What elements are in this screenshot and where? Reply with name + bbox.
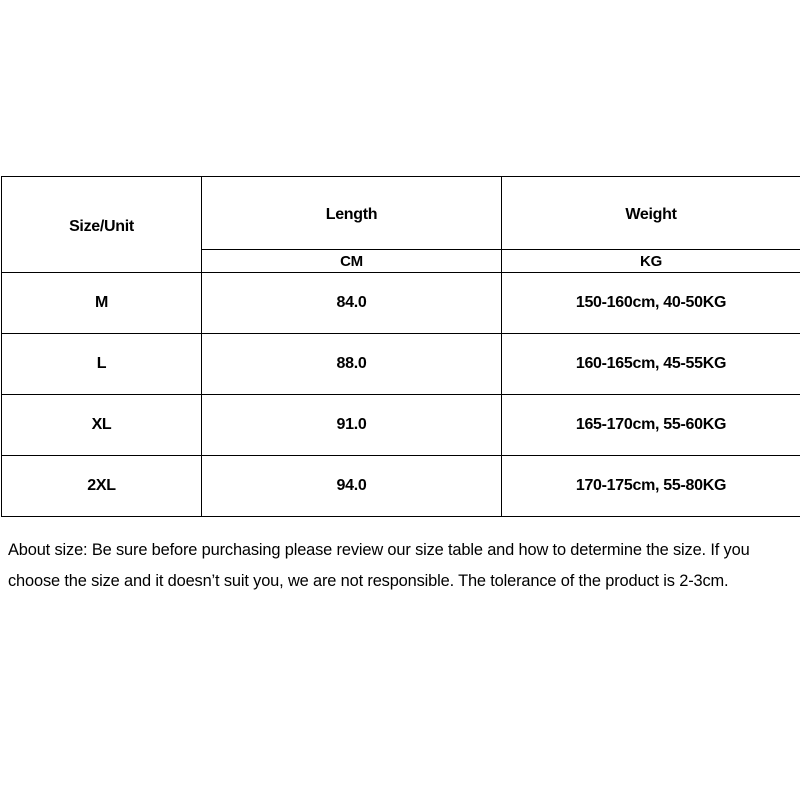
cell-size: 2XL — [2, 456, 202, 517]
cell-length: 94.0 — [202, 456, 502, 517]
cell-weight: 165-170cm, 55-60KG — [502, 395, 800, 456]
cell-length: 84.0 — [202, 273, 502, 334]
cell-length: 88.0 — [202, 334, 502, 395]
header-size-unit — [2, 177, 202, 273]
cell-weight: 160-165cm, 45-55KG — [502, 334, 800, 395]
cell-size: L — [2, 334, 202, 395]
header-row — [2, 177, 800, 250]
cell-length: 91.0 — [202, 395, 502, 456]
header-length: Length — [202, 177, 502, 250]
table-row — [2, 395, 800, 456]
size-chart-table — [1, 176, 800, 517]
table-row — [2, 456, 800, 517]
cell-weight: 170-175cm, 55-80KG — [502, 456, 800, 517]
unit-weight: KG — [502, 250, 800, 273]
header-weight: Weight — [502, 177, 800, 250]
cell-size: M — [2, 273, 202, 334]
size-note: About size: Be sure before purchasing please review our size table and how to determine the size. If you choose the size and it doesn’t suit you, we are not responsible. The tolerance of the product is 2-3cm. — [8, 541, 750, 590]
header-size-unit-label: Size/Unit — [69, 217, 134, 235]
table-row — [2, 334, 800, 395]
table-row — [2, 273, 800, 334]
cell-size: XL — [2, 395, 202, 456]
cell-weight: 150-160cm, 40-50KG — [502, 273, 800, 334]
unit-length: CM — [202, 250, 502, 273]
